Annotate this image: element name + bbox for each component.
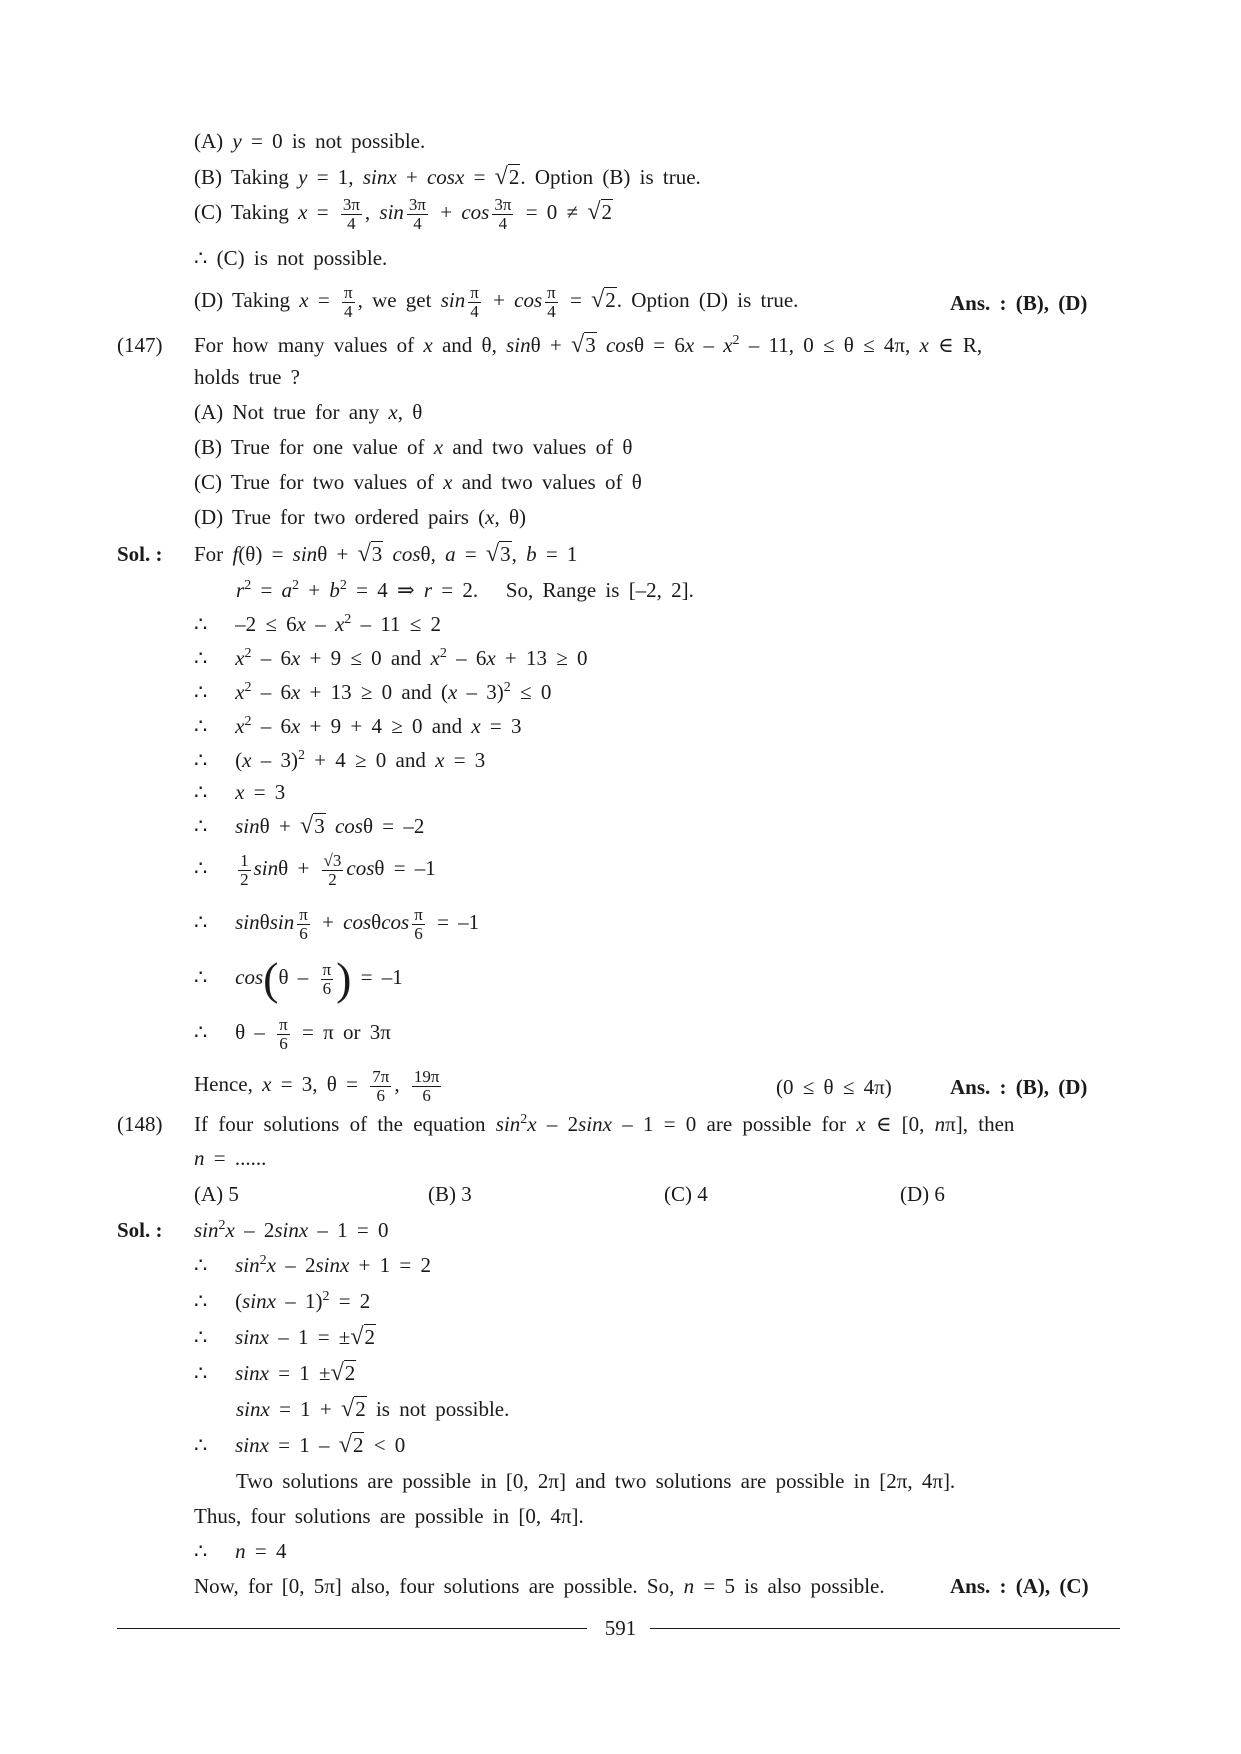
answer-147: Ans. : (B), (D) <box>950 1075 1088 1099</box>
solution-147-line-7: ∴ (x – 3)$^2$ + 4 ≥ 0 and x = 3 <box>194 748 486 772</box>
solution-148-line-2: ∴ $\sin^2x - 2\sin x + 1 = 2$ <box>194 1253 431 1277</box>
solution-148-line-3: ∴ (sinx – 1)$^2$ = 2 <box>194 1289 371 1313</box>
question-147-option-d: (D) True for two ordered pairs (x, θ) <box>194 505 526 529</box>
answer-148: Ans. : (A), (C) <box>950 1574 1089 1598</box>
solution-147-line-9: ∴ sinθ + √3 cosθ = –2 <box>194 813 425 839</box>
solution-148-line-4: ∴ sinx – 1 = ±√2 <box>194 1324 375 1350</box>
solution-148-line-1: $\sin^2x - 2\sin x - 1 = 0$ <box>194 1218 389 1242</box>
option-b-line: (B) Taking y = 1, sinx + cosx = √2. Option (B) is true. <box>194 164 701 190</box>
question-148-option-c: (C) 4 <box>664 1182 708 1206</box>
solution-148-line-10: ∴ n = 4 <box>194 1539 287 1563</box>
solution-label-147: Sol. : <box>117 542 163 566</box>
solution-148-line-7: ∴ sinx = 1 – √2 < 0 <box>194 1432 406 1458</box>
question-number-147: (147) <box>117 333 163 357</box>
question-148-option-a: (A) 5 <box>194 1182 239 1206</box>
option-d-line: (D) Taking x = $\frac{\pi}{4}$ , we get sin $\frac{\pi}{4}$ + cos $\frac{\pi}{4}$ = √2. Option (D) is true. <box>194 282 799 321</box>
question-148-stem: If four solutions of the equation $\sin^2x - 2\sin x - 1 = 0$ are possible for x ∈ [0, nπ], then <box>194 1112 1015 1136</box>
solution-147-line-2: $r^2 = a^2 + b^2 = 4$ ⇒ r = 2. So, Range is [–2, 2]. <box>236 578 694 602</box>
option-c-conclusion: ∴ (C) is not possible. <box>194 246 388 270</box>
solution-148-line-8: Two solutions are possible in [0, 2π] and two solutions are possible in [2π, 4π]. <box>236 1469 956 1493</box>
solution-148-line-5: ∴ sinx = 1 ±√2 <box>194 1360 356 1386</box>
solution-label-148: Sol. : <box>117 1218 163 1242</box>
solution-147-line-6: ∴ $x^2 - 6x + 9 + 4 \ge 0$ and x = 3 <box>194 714 522 738</box>
question-147-option-b: (B) True for one value of x and two values of θ <box>194 435 633 459</box>
solution-147-line-8: ∴ x = 3 <box>194 780 286 804</box>
solution-147-line-1: For f(θ) = sinθ + √3 cosθ, a = √3, b = 1 <box>194 541 578 567</box>
question-147-option-c: (C) True for two values of x and two values of θ <box>194 470 642 494</box>
solution-147-line-3: ∴ $-2 \le 6x - x^2 - 11 \le 2$ <box>194 612 442 636</box>
question-148-option-d: (D) 6 <box>900 1182 945 1206</box>
solution-147-line-5: ∴ $x^2 - 6x + 13 \ge 0$ and (x – 3)$^2$ ≤ 0 <box>194 680 552 704</box>
solution-147-line-11: ∴ sinθsin $\frac{\pi}{6}$ + cosθcos $\frac{\pi}{6}$ = –1 <box>194 904 480 943</box>
question-147-stem-cont: holds true ? <box>194 365 300 389</box>
solution-147-line-4: ∴ $x^2 - 6x + 9 \le 0$ and $x^2 - 6x + 13 \ge 0$ <box>194 646 588 670</box>
option-a-line: (A) y = 0 is not possible. <box>194 129 426 153</box>
theta-range: (0 ≤ θ ≤ 4π) <box>776 1075 892 1099</box>
question-147-option-a: (A) Not true for any x, θ <box>194 400 423 424</box>
solution-147-line-12: ∴ cos(θ – $\frac{\pi}{6}$ ) = –1 <box>194 953 403 1005</box>
question-148-stem-cont: n = ...... <box>194 1146 267 1170</box>
solution-148-line-6: sinx = 1 + √2 is not possible. <box>236 1396 510 1422</box>
solution-147-line-13: ∴ θ – $\frac{\pi}{6}$ = π or 3π <box>194 1014 391 1053</box>
answer-146: Ans. : (B), (D) <box>950 291 1088 315</box>
question-number-148: (148) <box>117 1112 163 1136</box>
option-c-line: (C) Taking x = $\frac{3\pi}{4}$ , sin $\frac{3\pi}{4}$ + cos $\frac{3\pi}{4}$ = 0 ≠ √2 <box>194 194 612 233</box>
question-147-stem: For how many values of x and θ, sinθ + √3 $\cos\theta = 6x - x^2 - 11$, 0 ≤ θ ≤ 4π, x ∈ R, <box>194 332 983 358</box>
solution-147-line-14: Hence, x = 3, θ = $\frac{7\pi}{6}$ , $\frac{19\pi}{6}$ <box>194 1066 440 1105</box>
page-number: 591 <box>604 1616 637 1640</box>
question-148-option-b: (B) 3 <box>428 1182 472 1206</box>
solution-148-line-9: Thus, four solutions are possible in [0, 4π]. <box>194 1504 584 1528</box>
solution-148-line-11: Now, for [0, 5π] also, four solutions are possible. So, n = 5 is also possible. <box>194 1574 885 1598</box>
solution-147-line-10: ∴ $\frac{1}{2}$ sinθ + $\frac{√3}{2}$ cosθ = –1 <box>194 850 436 889</box>
